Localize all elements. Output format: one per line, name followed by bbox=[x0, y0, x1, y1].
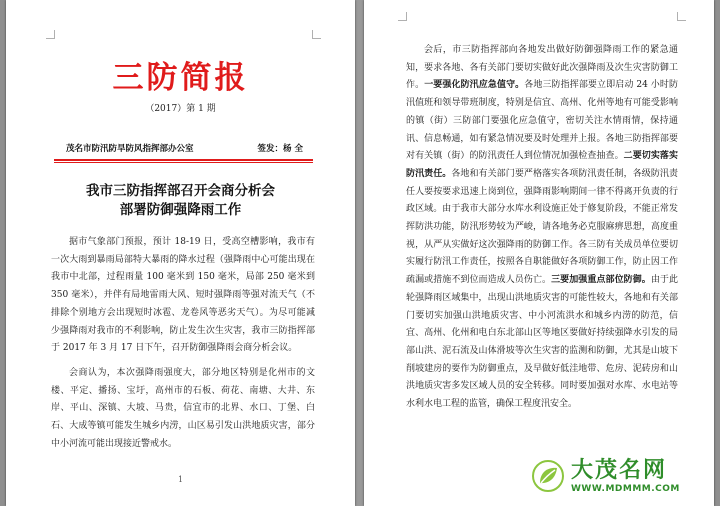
margin-corner-mark bbox=[46, 30, 55, 39]
margin-corner-mark bbox=[677, 12, 686, 21]
intro-text: 会后，市三防指挥部向各地发出做好防御强降雨工作的紧急通知，要求各地、各有关部门要切实做好此次强降雨及次生灾害防御工作。 bbox=[406, 45, 678, 91]
document-page-1 bbox=[6, 0, 355, 506]
section-heading-3: 三要加强重点部位防御。 bbox=[551, 275, 651, 286]
section-text-3: 由于此轮强降雨区域集中，出现山洪地质灾害的可能性较大，各地和有关部门要切实加强山洪地质灾害、中小河流洪水和城乡内涝的防范，信宜、高州、化州和电白东北部山区等地区要做好持续强降水引发的局部山洪、泥石流及山体滑坡等次生灾害的监测和防御，尤其是山坡下削坡建房的要作为防御重点，及早做好低洼地带、危房、泥砖房和山洪地质灾害多发区域人员的安全转移。同时要加强对水库、水电站等水利水电工程的监管，确保工程度汛安全。 bbox=[406, 275, 678, 410]
bulletin-title: 三防简报 bbox=[112, 60, 249, 96]
red-rule-thin bbox=[54, 162, 313, 163]
margin-corner-mark bbox=[398, 12, 407, 21]
issuer-row bbox=[66, 138, 303, 154]
red-rule bbox=[54, 159, 313, 161]
document-page-2 bbox=[364, 0, 714, 506]
signer: 签发：杨 全 bbox=[257, 144, 303, 154]
page-number: 1 bbox=[177, 475, 184, 484]
article-headline bbox=[6, 182, 355, 220]
section-heading-2: 二要切实落实防汛责任。 bbox=[406, 151, 678, 179]
issue-number: （2017）第 1 期 bbox=[145, 104, 216, 114]
body-paragraph bbox=[406, 42, 678, 414]
section-text-1: 各地三防指挥部要立即启动 24 小时防汛值班和领导带班制度，特别是信宜、高州、化州等地有可能受影响的镇（街）三防部门要强化应急值守，密切关注水情雨情，保持通讯、信息畅通，如有紧急情况要及时处理并上报。各地三防指挥部要对有关镇（街）的防汛责任人到位情况加强检查抽查。 bbox=[406, 80, 678, 162]
body-paragraph: 据市气象部门预报，预计 18-19 日，受高空槽影响，我市有一次大雨到暴雨局部特大暴雨的降水过程（强降雨中心可能出现在我市中北部，过程雨量 100 毫米到 150 毫米，局部 250 毫米到 350 毫米），并伴有局地雷雨大风、短时强降雨等强对流天气（不排除个别地方会出现短时冰雹、龙卷风等恶劣天气）。为尽可能减少强降雨对我市的不利影响，防止发生次生灾害，我市三防指挥部于 2017 年 3 月 17 日下午，召开防御强降雨会商分析会议。 bbox=[51, 237, 315, 354]
margin-corner-mark bbox=[312, 30, 321, 39]
watermark-site-name: 大茂名网 bbox=[571, 458, 668, 483]
site-watermark bbox=[523, 452, 708, 500]
issuing-office: 茂名市防汛防旱防风指挥部办公室 bbox=[66, 144, 194, 154]
body-paragraph: 会商认为，本次强降雨强度大，部分地区特别是化州市的文楼、平定、播扬、宝圩，高州市的石板、荷花、南塘、大井、东岸、平山、深镇、大坡、马贵，信宜市的北界、水口、丁堡、白石、大成等镇可能发生城乡内涝，山区易引发山洪地质灾害，部分中小河流可能出现接近警戒水。 bbox=[51, 368, 315, 449]
watermark-text bbox=[571, 458, 680, 494]
leaf-logo-icon bbox=[531, 459, 565, 493]
headline-line-2: 部署防御强降雨工作 bbox=[119, 202, 242, 218]
watermark-url: WWW.MDMMM.COM bbox=[571, 484, 680, 494]
section-heading-1: 一要强化防汛应急值守。 bbox=[424, 80, 525, 91]
page-gutter bbox=[355, 0, 364, 506]
section-text-2: 各地和有关部门要严格落实各项防汛责任制，各级防汛责任人要按要求迅速上岗到位，强降雨影响期间一律不得离开负责的行政区域。由于我市大部分水库水利设施正处于修复阶段，不能正常发挥防洪功能，防汛形势较为严峻，请各地务必克服麻痹思想，高度重视，从严从实做好这次强降雨的防御工作。各三防有关成员单位要切实履行防汛工作责任，按照各自职能做好各项防御工作，防止因工作疏漏或措施不到位而造成人员伤亡。 bbox=[406, 168, 678, 286]
headline-line-1: 我市三防指挥部召开会商分析会 bbox=[86, 183, 275, 199]
